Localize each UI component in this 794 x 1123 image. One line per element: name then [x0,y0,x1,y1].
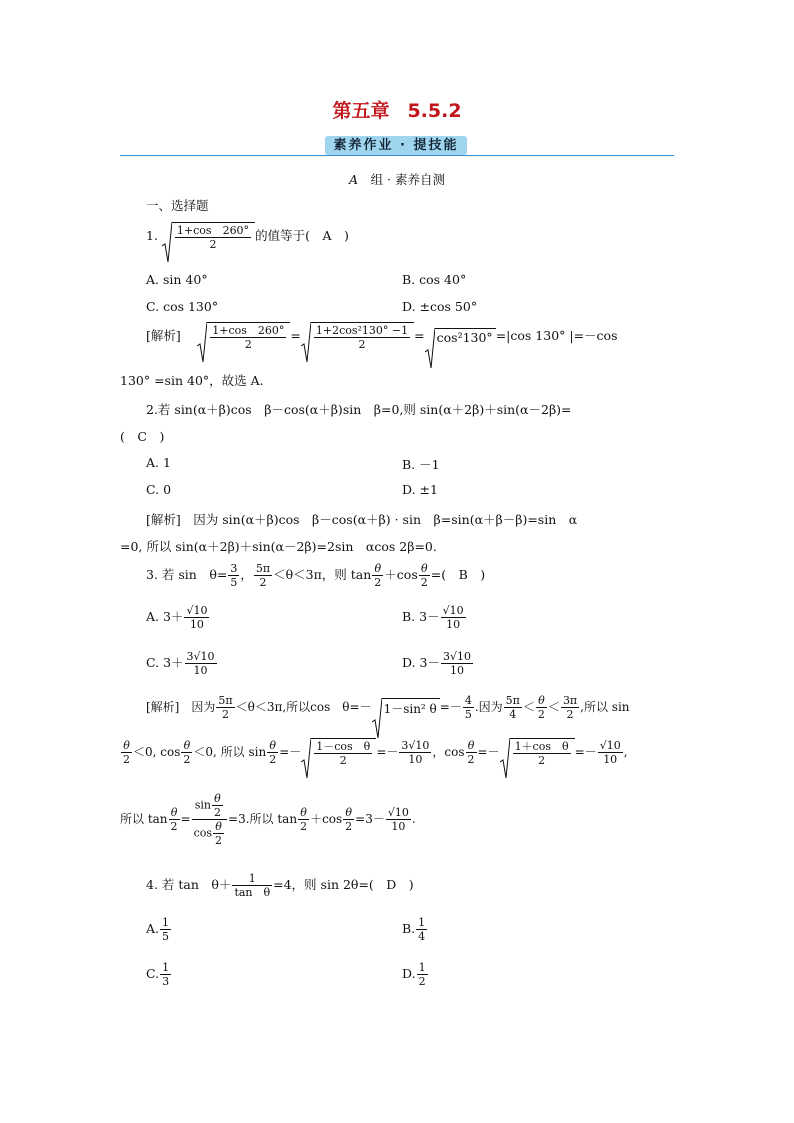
fraction-denominator: 5 [230,576,238,589]
fraction [416,916,427,943]
fraction-numerator: θ [267,739,278,753]
fraction [254,562,272,589]
fraction-denominator: 2 [170,820,178,833]
sqrt-expression [162,222,255,251]
option-c [146,961,172,988]
fraction-numerator: θ [372,562,383,576]
fraction-denominator: 2 [374,576,382,589]
fraction-denominator: 2 [209,238,217,251]
fraction [463,694,474,721]
solution-1-line-1: [解析] $\frac{1+\cos 260^\circ}{2}$ = $\frac{\text{1+2cos²130° −1}}{2}$ = cos²130° =|cos 130° |=－cos [146,322,618,351]
fraction-numerator: θ [343,806,354,820]
sqrt-content [172,222,255,251]
radical-sign [162,222,172,262]
fraction [267,739,278,766]
math-text: [解析] 因为 [146,700,216,714]
fraction-denominator: tan θ [234,886,271,899]
math-text: A. 3＋ [146,609,184,624]
fraction-numerator: 1 [162,916,170,929]
fraction-numerator: √10 [186,604,208,617]
fraction [184,604,209,631]
math-text: ,所以 sin [580,700,630,714]
section-number: 5.5.2 [407,100,462,122]
fraction-denominator: 10 [391,820,406,833]
radical-stroke [500,738,510,778]
stem-text: ， [240,567,253,582]
fraction [372,562,383,589]
fraction-denominator: 2 [566,708,574,721]
fraction-numerator: θ [121,739,132,753]
option-d: D. ±1 [402,482,438,497]
fraction [386,806,411,833]
fraction-numerator: √10 [387,806,409,819]
fraction [441,650,473,677]
fraction-denominator [192,820,227,847]
sqrt-content [510,738,575,767]
option-b [402,604,467,631]
sqrt-expression [372,698,440,717]
fraction-denominator: 2 [418,975,426,988]
fraction [466,739,477,766]
fraction [417,961,428,988]
stem-text: 3. 若 sin θ= [146,567,228,582]
math-text: C. 3＋ [146,655,184,670]
solution-3-line-2 [120,738,628,767]
fraction [298,806,309,833]
option-b [402,916,428,943]
sqrt-content: cos²130° [435,328,496,345]
fraction-denominator: 4 [418,930,426,943]
fraction-denominator: 10 [193,664,208,677]
fraction-numerator: 5π [255,562,271,575]
fraction-numerator: 1 [232,872,272,886]
math-text: D. [402,966,416,981]
fraction [181,739,192,766]
stem-text: ＋cos [384,567,418,582]
fraction-denominator: 2 [259,576,267,589]
fraction-numerator [192,792,227,820]
fraction-numerator: 1 [418,961,426,974]
math-text: . [411,812,416,826]
math-text: A. [146,921,160,936]
radical-stroke [162,222,172,262]
fraction-denominator: 2 [300,820,308,833]
stem-text: =( B ) [430,567,486,582]
fraction-numerator: 1+cos 260° [176,224,250,237]
math-text: =3－ [355,812,385,826]
fraction-denominator: 2 [538,754,546,767]
fraction-denominator: 2 [244,338,252,351]
math-text: sin [194,798,211,812]
fraction-numerator: 1－cos θ [316,740,371,753]
option-a [146,604,210,631]
fraction-numerator: 5π [218,694,233,707]
solution-2-line-2: =0, 所以 sin(α＋2β)＋sin(α－2β)=2sin αcos 2β=0. [120,539,437,554]
fraction-denominator: 10 [446,618,461,631]
fraction-numerator: 3√10 [186,650,215,663]
page-title [0,96,794,123]
fraction-numerator: 1 [418,916,426,929]
option-a: A. sin 40° [146,272,208,287]
fraction-numerator: √10 [599,739,621,752]
stem-text: ＜θ＜3π，则 tan [273,567,372,582]
fraction-numerator: θ [212,792,223,806]
fraction [216,694,234,721]
group-letter: A [349,172,359,187]
option-c [146,650,218,677]
fraction [598,739,623,766]
fraction-denominator: 2 [213,806,221,819]
solution-3-line-1 [146,694,630,721]
question-3-stem [146,562,485,589]
fraction-denominator: 2 [215,834,223,847]
section-title: 一、选择题 [146,198,209,213]
option-b: B. cos 40° [402,272,467,287]
math-text: =3.所以 tan [228,812,298,826]
radical-stroke [372,698,382,738]
radical-stroke [425,328,435,368]
radical-sign [500,738,510,778]
fraction [419,562,430,589]
radical-sign [372,698,382,738]
fraction-denominator: 2 [420,576,428,589]
math-text: ＋cos [310,812,343,826]
fraction-denominator: 10 [408,753,423,766]
option-c: C. 0 [146,482,172,497]
fraction-numerator: θ [181,739,192,753]
fraction [210,324,286,351]
fraction-numerator: 1 [162,961,170,974]
banner-label: 素养作业 · 提技能 [325,136,467,155]
option-d: D. ±cos 50° [402,299,478,314]
math-text: ＜0, 所以 sin [193,745,267,759]
fraction-denominator: 2 [358,338,366,351]
question-tail: 的值等于( A ) [255,228,349,243]
fraction-denominator: 10 [189,618,204,631]
fraction-denominator: 10 [603,753,618,766]
fraction-denominator: 10 [449,664,464,677]
math-text: =－ [376,745,399,759]
option-a: A. 1 [146,455,171,470]
fraction-numerator: 4 [464,694,472,707]
fraction-numerator: 3√10 [442,650,471,663]
fraction [513,740,571,767]
fraction-denominator: 5 [162,930,170,943]
option-d [402,650,474,677]
fraction-numerator: 3√10 [401,739,430,752]
fraction-numerator: 3 [230,562,238,575]
radical-stroke [301,322,311,362]
math-text: =－ [439,700,462,714]
question-2-stem-line-2: ( C ) [120,429,165,444]
fraction [160,916,171,943]
fraction [232,872,272,899]
math-text: B. 3－ [402,609,440,624]
option-c: C. cos 130° [146,299,219,314]
chapter-label: 第五章 [332,100,390,122]
sqrt-content [311,322,414,351]
radical-sign [425,328,435,368]
fraction-numerator: 1+2cos²130° −1 [315,324,409,337]
question-1-stem [146,222,349,251]
solution-1-line-2: 130° =sin 40°，故选 A. [120,373,264,388]
sqrt-expression [425,328,496,345]
math-text: 所以 tan [120,812,168,826]
sqrt-content [207,322,290,351]
fraction-numerator: 1+cos 260° [212,324,285,337]
group-label: 组 · 素养自测 [370,172,445,187]
math-text: D. 3－ [402,655,440,670]
fraction-numerator: 1＋cos θ [514,740,569,753]
option-d [402,961,429,988]
fraction-numerator: θ [298,806,309,820]
solution-2-line-1: [解析] 因为 sin(α＋β)cos β－cos(α＋β) · sin β=sin(α＋β－β)=sin α [146,512,578,527]
radical-sign [197,322,207,362]
math-text: =－ [279,745,302,759]
fraction [121,739,132,766]
math-text: ＜ [522,700,535,714]
sqrt-expression [301,738,376,767]
math-text: .因为 [474,700,503,714]
sqrt-content [311,738,376,767]
fraction [343,806,354,833]
fraction [175,224,251,251]
math-text: ＜θ＜3π,所以cos θ=－ [235,700,372,714]
sqrt-expression [301,322,414,351]
sqrt-content: 1－sin² θ [382,698,440,717]
header-divider [120,155,674,156]
fraction-numerator: θ [536,694,547,708]
fraction-denominator: 2 [269,753,277,766]
fraction [314,324,410,351]
fraction [185,650,217,677]
fraction [213,820,224,847]
fraction-denominator: 2 [467,753,475,766]
fraction-numerator: θ [419,562,430,576]
fraction [561,694,579,721]
math-text: = [180,812,191,826]
math-text: cos [193,826,213,840]
sqrt-expression [500,738,575,767]
fraction [212,792,223,819]
fraction [504,694,522,721]
fraction-denominator: 4 [509,708,517,721]
fraction-numerator: √10 [442,604,464,617]
fraction [160,961,171,988]
radical-sign [301,322,311,362]
sqrt-expression [197,322,290,351]
question-4-stem [146,872,414,899]
radical-stroke [301,738,311,778]
fraction [228,562,239,589]
group-heading [0,170,794,188]
math-text: =－ [477,745,500,759]
fraction [314,740,372,767]
fraction-numerator: θ [169,806,180,820]
fraction-numerator: θ [466,739,477,753]
fraction-denominator: 5 [464,708,472,721]
radical-sign [301,738,311,778]
fraction-denominator: 2 [345,820,353,833]
fraction [169,806,180,833]
fraction-numerator: 3π [562,694,578,707]
fraction-denominator: 2 [221,708,229,721]
question-2-stem-line-1: 2.若 sin(α＋β)cos β－cos(α＋β)sin β=0,则 sin(α＋2β)＋sin(α－2β)= [146,402,572,417]
math-text: ，cos [432,745,465,759]
math-text: =4，则 sin 2θ=( D ) [273,877,414,892]
fraction [441,604,466,631]
math-text: 4. 若 tan θ＋ [146,877,232,892]
math-text: C. [146,966,160,981]
compound-fraction [192,792,227,847]
fraction [399,739,431,766]
fraction-denominator: 2 [537,708,545,721]
solution-3-line-3 [120,792,416,847]
fraction-denominator: 2 [339,754,347,767]
fraction-denominator: 2 [123,753,130,766]
math-text: B. [402,921,416,936]
math-text: , [623,745,628,759]
option-a [146,916,172,943]
fraction-numerator: 5π [505,694,520,707]
radical-stroke [197,322,207,362]
math-text: =－ [574,745,597,759]
fraction-denominator: 2 [183,753,191,766]
fraction [536,694,547,721]
fraction-denominator: 3 [162,975,170,988]
math-text: ＜ [547,700,560,714]
solution-label: [解析] [146,328,181,343]
question-number: 1. [146,228,158,243]
math-text: ＜0, cos [133,745,181,759]
option-b: B. －1 [402,457,440,472]
solution-text: =|cos 130° |=－cos [495,328,618,343]
fraction-numerator: θ [213,820,224,834]
